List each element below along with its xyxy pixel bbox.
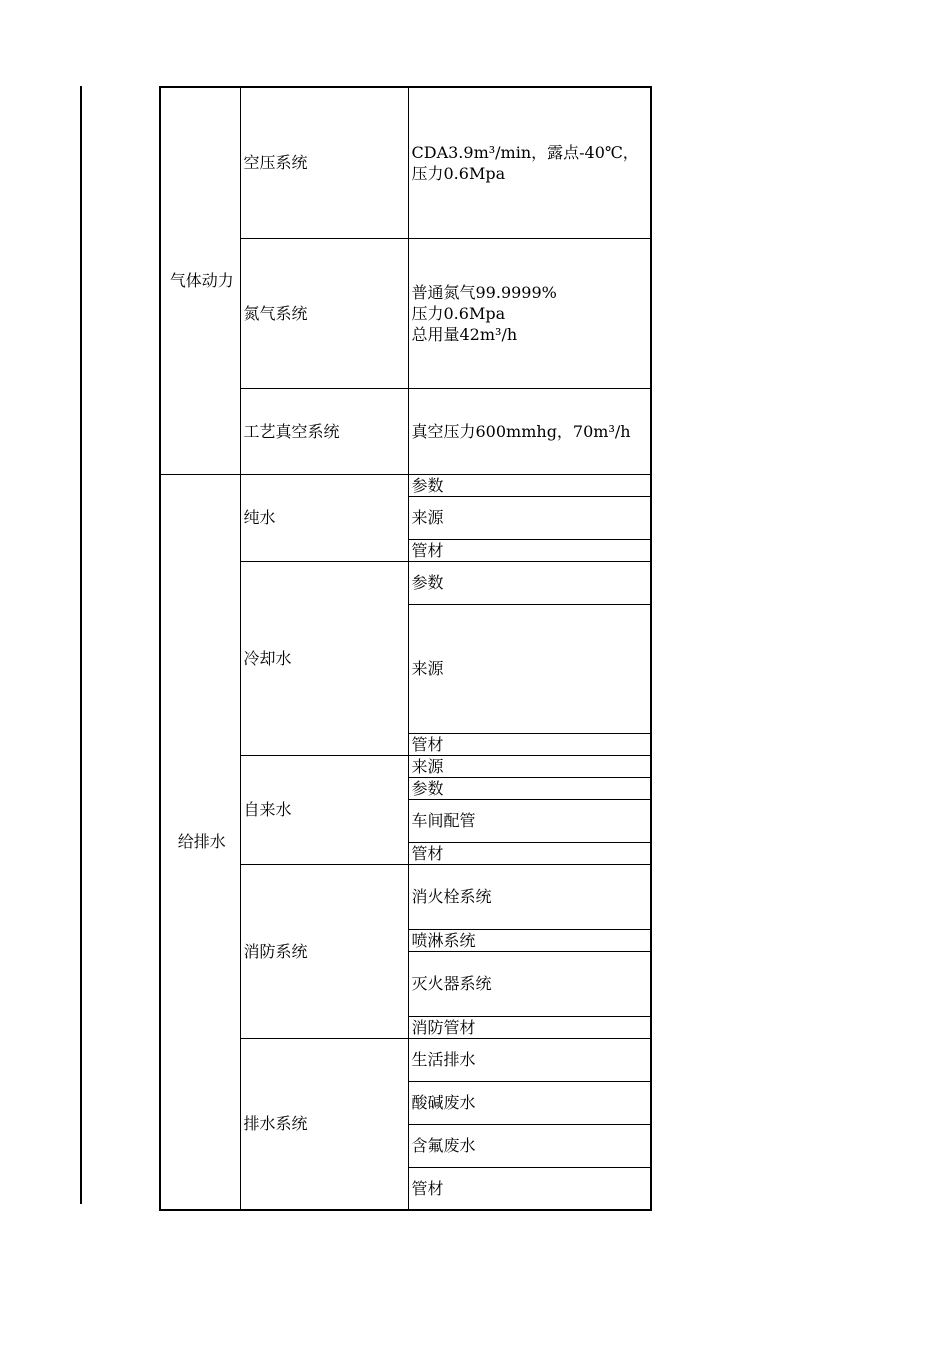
item-tap-param: 参数 [408,777,651,799]
value-air-line-1: CDA3.9m³/min，露点-40℃， [411,142,639,162]
value-air-line-2: 压力0.6Mpa [411,163,506,183]
utility-spec-table [159,86,652,1211]
value-nitrogen-line-3: 总用量42m³/h [411,324,518,344]
item-fire-pipe: 消防管材 [408,1016,651,1038]
value-nitrogen-line-2: 压力0.6Mpa [411,303,506,323]
system-fire: 消防系统 [240,864,408,1038]
item-tap-source: 来源 [408,755,651,777]
value-air [408,87,651,238]
table-row [160,87,651,238]
item-fire-hydrant: 消火栓系统 [408,864,651,929]
value-nitrogen-line-1: 普通氮气99.9999% [411,282,557,302]
category-gas: 气体动力 [160,87,240,474]
system-vacuum: 工艺真空系统 [240,388,408,474]
system-air: 空压系统 [240,87,408,238]
item-pure-param: 参数 [408,474,651,496]
item-cooling-source: 来源 [408,604,651,733]
system-tap-water: 自来水 [240,755,408,864]
item-cooling-pipe: 管材 [408,733,651,755]
value-nitrogen [408,238,651,388]
item-cooling-param: 参数 [408,561,651,604]
system-pure-water: 纯水 [240,474,408,561]
item-drain-domestic: 生活排水 [408,1038,651,1081]
left-margin-line [80,86,82,1204]
system-nitrogen: 氮气系统 [240,238,408,388]
item-pure-pipe: 管材 [408,539,651,561]
system-drain: 排水系统 [240,1038,408,1210]
item-drain-acid-alkali: 酸碱废水 [408,1081,651,1124]
item-drain-fluoride: 含氟废水 [408,1124,651,1167]
item-fire-extinguisher: 灭火器系统 [408,951,651,1016]
value-vacuum: 真空压力600mmhg，70m³/h [408,388,651,474]
item-drain-pipe: 管材 [408,1167,651,1210]
item-tap-pipe: 管材 [408,842,651,864]
system-cooling-water: 冷却水 [240,561,408,755]
table-row [160,474,651,496]
item-tap-workshop-pipe: 车间配管 [408,799,651,842]
item-fire-sprinkler: 喷淋系统 [408,929,651,951]
category-water: 给排水 [160,474,240,1210]
item-pure-source: 来源 [408,496,651,539]
